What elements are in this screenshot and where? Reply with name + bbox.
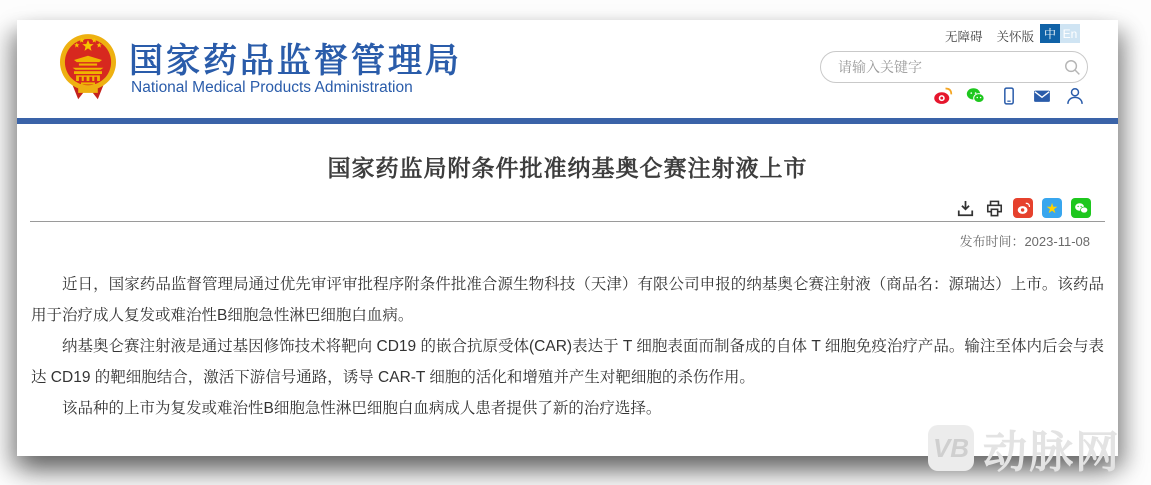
mobile-icon[interactable] xyxy=(999,86,1019,106)
social-icons-row xyxy=(933,86,1085,106)
paragraph: 近日，国家药品监督管理局通过优先审评审批程序附条件批准合源生物科技（天津）有限公司申报的纳基奥仑赛注射液（商品名：源瑞达）上市。该药品用于治疗成人复发或难治性B细胞急性淋巴细胞白血病。 xyxy=(31,276,1104,324)
publish-label: 发布时间： xyxy=(959,234,1025,249)
article-toolbar xyxy=(955,198,1091,218)
language-switch xyxy=(1040,24,1080,43)
share-weibo-icon[interactable] xyxy=(1013,198,1033,218)
site-title-zh: 国家药品监督管理局 xyxy=(129,42,462,80)
paragraph: 该品种的上市为复发或难治性B细胞急性淋巴细胞白血病成人患者提供了新的治疗选择。 xyxy=(62,400,662,417)
search-icon[interactable] xyxy=(1057,52,1087,82)
mail-icon[interactable] xyxy=(1032,86,1052,106)
watermark-logo: VB xyxy=(928,425,974,471)
national-emblem-logo xyxy=(53,30,123,104)
search-box xyxy=(820,51,1088,83)
lang-en-button[interactable]: En xyxy=(1060,24,1080,43)
user-icon[interactable] xyxy=(1065,86,1085,106)
publish-date: 2023-11-08 xyxy=(1024,234,1090,249)
paragraph: 纳基奥仑赛注射液是通过基因修饰技术将靶向 CD19 的嵌合抗原受体(CAR)表达于 T 细胞表面而制备成的自体 T 细胞免疫治疗产品。输注至体内后会与表达 CD19 的靶细胞结合，激活下游信号通路，诱导 CAR-T 细胞的活化和增殖并产生对靶细胞的杀伤作用。 xyxy=(31,338,1104,386)
watermark xyxy=(928,416,1121,480)
qzone-star-glyph: ★ xyxy=(1045,200,1059,216)
care-version-link[interactable]: 关怀版 xyxy=(996,30,1034,44)
article-body xyxy=(31,269,1104,424)
header-divider-bar xyxy=(17,118,1118,124)
accessibility-link[interactable]: 无障碍 xyxy=(944,30,983,44)
publish-time xyxy=(959,231,1090,250)
weibo-icon[interactable] xyxy=(933,86,953,106)
print-icon[interactable] xyxy=(984,198,1004,218)
search-input[interactable] xyxy=(838,59,1057,75)
lang-zh-button[interactable]: 中 xyxy=(1040,24,1060,43)
wechat-icon[interactable] xyxy=(966,86,986,106)
share-wechat-icon[interactable] xyxy=(1071,198,1091,218)
topbar-links xyxy=(945,27,1034,45)
article-title: 国家药监局附条件批准纳基奥仑赛注射液上市 xyxy=(327,155,808,181)
watermark-text: 动脉网 xyxy=(983,428,1121,477)
page-card xyxy=(17,20,1118,456)
site-title-en: National Medical Products Administration xyxy=(131,79,413,96)
share-qzone-icon[interactable] xyxy=(1042,198,1062,218)
download-icon[interactable] xyxy=(955,198,975,218)
title-divider xyxy=(30,221,1105,222)
